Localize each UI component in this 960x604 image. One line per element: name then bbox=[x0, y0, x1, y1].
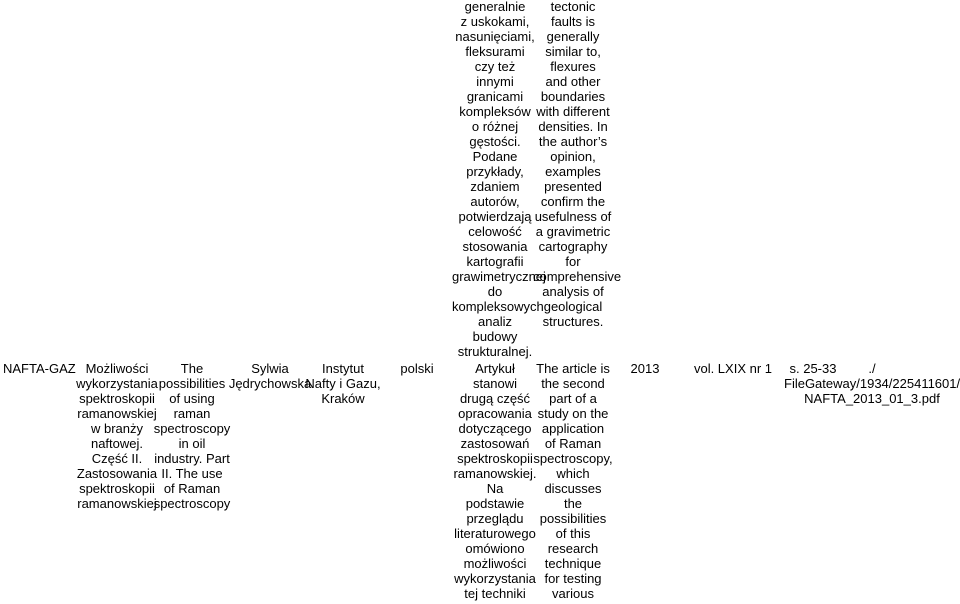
abstract-pl: Artykuł stanowi drugą część opracowania dotyczącego zastosowań spektroskopii ramanowskiej. Na podstawie przeglądu literaturowego omówiono możliwości wykorzystania tej techniki bbox=[453, 361, 537, 601]
volume-number: vol. LXIX nr 1 bbox=[693, 361, 773, 376]
abstract-pl-continued: generalnie z uskokami, nasunięciami, fleksurami czy też innymi granicami kompleksów o różnej gęstości. Podane przykłady, zdaniem autorów, potwierdzają celowość stosowania kartografii grawimetrycznej do kompleksowych analiz budowy strukturalnej. bbox=[452, 0, 546, 359]
title-en: The possibilities of using raman spectroscopy in oil industry. Part II. The use of Raman spectroscopy bbox=[153, 361, 231, 511]
abstract-en: The article is the second part of a study on the application of Raman spectroscopy, which discusses the possibilities of this research technique for testing various bbox=[533, 361, 613, 601]
journal-name: NAFTA-GAZ bbox=[3, 361, 76, 376]
author-name: Sylwia Jędrychowska bbox=[228, 361, 312, 391]
publication-year: 2013 bbox=[630, 361, 660, 376]
institution: Instytut Nafty i Gazu, Kraków bbox=[305, 361, 381, 406]
language: polski bbox=[400, 361, 434, 376]
abstract-en-continued: tectonic faults is generally similar to, flexures and other boundaries with different densities. In the author’s opinion, examples presented confirm the usefulness of a gravimetric cartography for comprehensive analysis of geological structures. bbox=[533, 0, 622, 329]
pages: s. 25-33 bbox=[789, 361, 837, 376]
title-pl: Możliwości wykorzystania spektroskopii ramanowskiej w branży naftowej. Część II. Zastosowania spektroskopii ramanowskiej bbox=[76, 361, 158, 511]
file-path: ./ FileGateway/1934/225411601/ NAFTA_2013_01_3.pdf bbox=[784, 361, 960, 406]
